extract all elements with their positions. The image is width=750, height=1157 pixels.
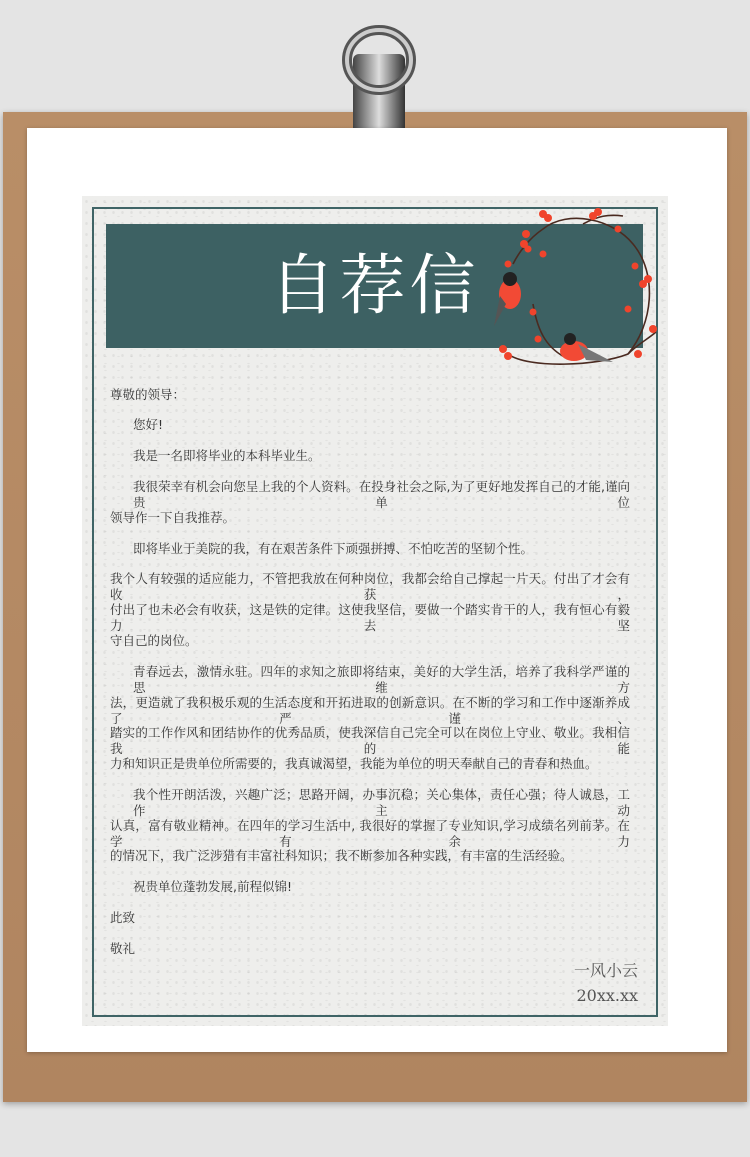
letter-line: 守自己的岗位。 <box>110 633 198 648</box>
bird-branch-illustration <box>488 204 658 370</box>
letter-line: 青春远去，激情永驻。四年的求知之旅即将结束，美好的大学生活，培养了我科学严谨的思维方 <box>133 664 630 695</box>
greeting: 尊敬的领导： <box>110 387 186 402</box>
letter-line: 法，更造就了我积极乐观的生活态度和开拓进取的创新意识。在不断的学习和工作中逐渐养成了严谨、 <box>110 695 630 726</box>
letter-line: 敬礼 <box>110 941 136 956</box>
signature: 一风小云 <box>573 961 638 980</box>
letter-line: 我很荣幸有机会向您呈上我的个人资料。在投身社会之际,为了更好地发挥自己的才能,谨向贵单位 <box>133 479 630 510</box>
letter-line: 此致 <box>110 910 136 925</box>
letter-line: 认真，富有敬业精神。在四年的学习生活中, 我很好的掌握了专业知识,学习成绩名列前茅。在学有余力 <box>110 818 630 849</box>
letter-line: 我个性开朗活泼，兴趣广泛；思路开阔，办事沉稳；关心集体，责任心强；待人诚恳，工作主动 <box>133 787 630 818</box>
letter-line: 祝贵单位蓬勃发展,前程似锦! <box>133 879 292 894</box>
letter-line: 力和知识正是贵单位所需要的，我真诚渴望，我能为单位的明天奉献自己的青春和热血。 <box>110 756 598 771</box>
letter-line: 领导作一下自我推荐。 <box>110 510 236 525</box>
letter-line: 踏实的工作作风和团结协作的优秀品质，使我深信自己完全可以在岗位上守业、敬业。我相信我的能 <box>110 725 630 756</box>
page-title: 自荐信 <box>269 247 480 324</box>
letter-line: 您好! <box>133 417 164 432</box>
date: 20xx.xx <box>576 986 638 1005</box>
letter-line: 付出了也未必会有收获，这是铁的定律。这使我坚信，要做一个踏实肯干的人，我有恒心有毅力去坚 <box>110 602 630 633</box>
letter-line: 我是一名即将毕业的本科毕业生。 <box>133 448 321 463</box>
letter-line: 我个人有较强的适应能力，不管把我放在何种岗位，我都会给自己撑起一片天。付出了才会有收获， <box>110 571 630 602</box>
letter-line: 的情况下，我广泛涉猎有丰富社科知识；我不断参加各种实践，有丰富的生活经验。 <box>110 848 573 863</box>
letter-line: 即将毕业于美院的我，有在艰苦条件下顽强拼搏、不怕吃苦的坚韧个性。 <box>133 541 534 556</box>
